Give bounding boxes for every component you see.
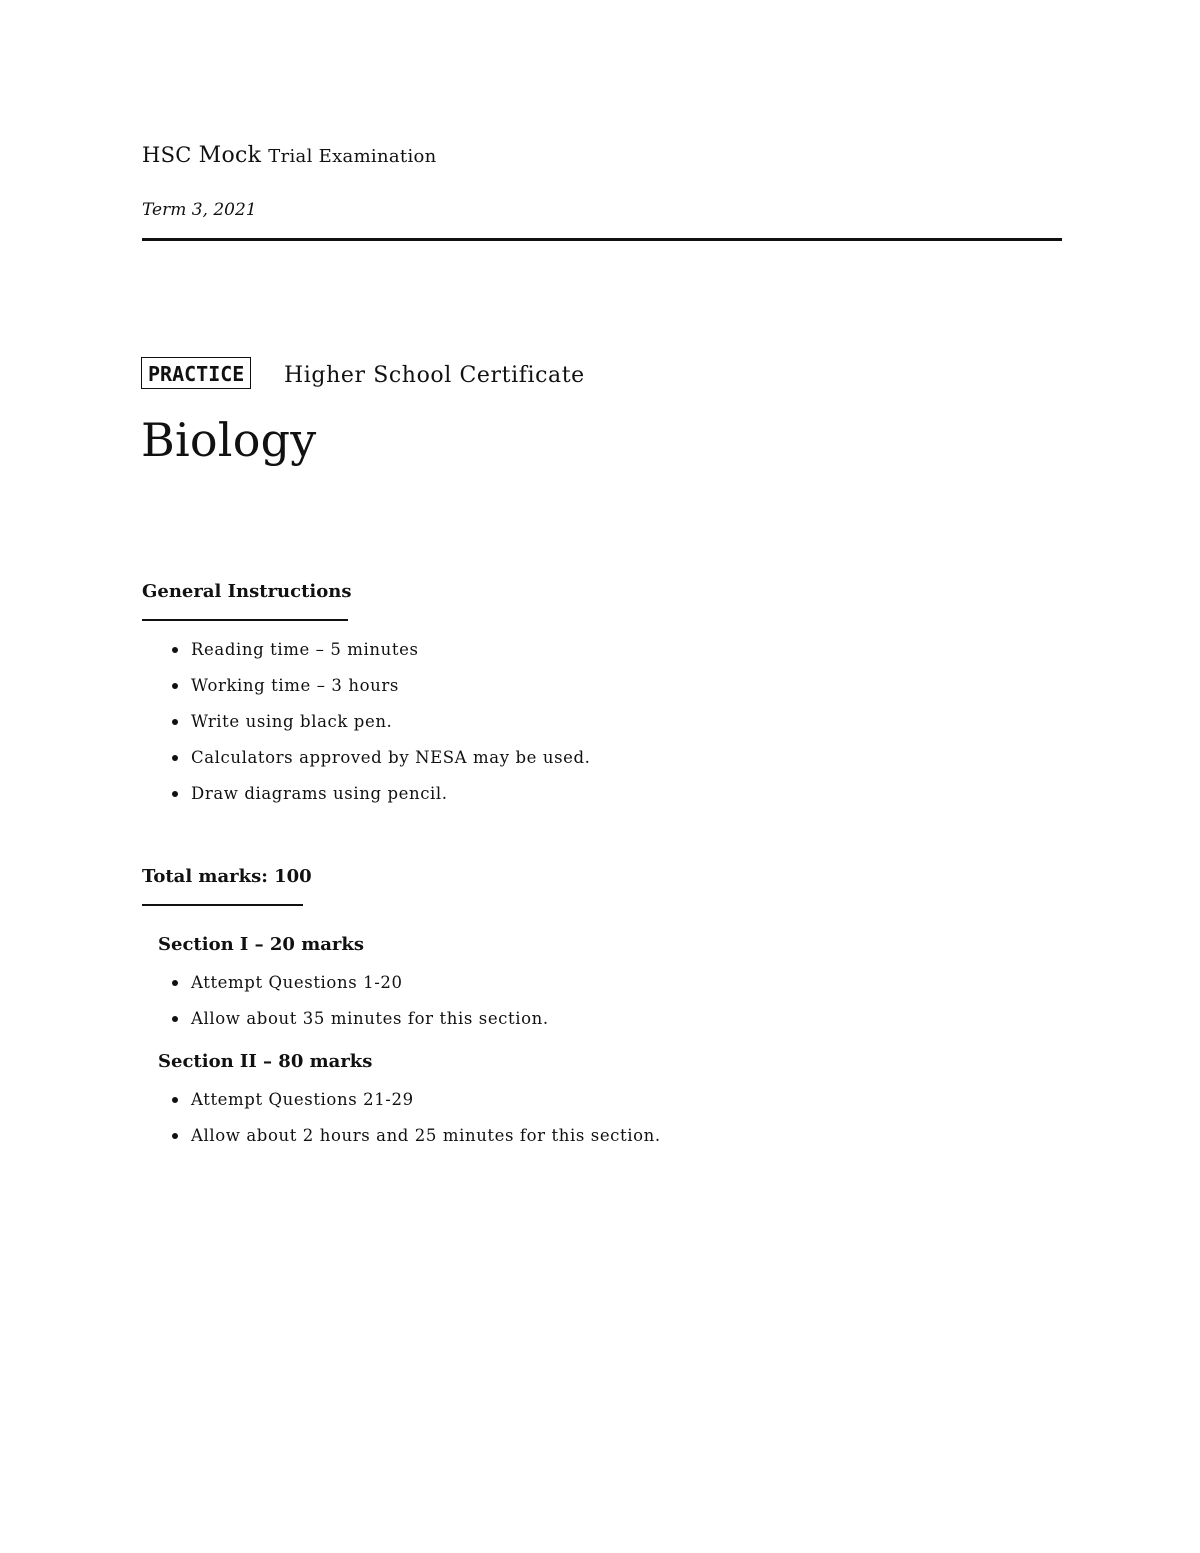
list-item-text: Write using black pen. [191, 712, 393, 731]
header-hsc: HSC [142, 143, 192, 167]
general-instructions-list [170, 639, 591, 819]
bullet-icon [172, 683, 178, 689]
list-item [170, 675, 591, 711]
practice-badge: PRACTICE [141, 357, 251, 389]
list-item [170, 639, 591, 675]
section-2-list [170, 1089, 661, 1161]
total-marks-underline [142, 904, 303, 906]
header-mock: Mock [198, 143, 262, 168]
bullet-icon [172, 1097, 178, 1103]
list-item [170, 711, 591, 747]
list-item [170, 1125, 661, 1161]
bullet-icon [172, 791, 178, 797]
total-marks-heading: Total marks: 100 [142, 866, 312, 887]
bullet-icon [172, 647, 178, 653]
header-divider [142, 238, 1062, 241]
section-1-heading: Section I – 20 marks [158, 934, 364, 955]
list-item [170, 1089, 661, 1125]
list-item-text: Attempt Questions 21-29 [191, 1090, 414, 1109]
list-item [170, 1008, 549, 1044]
list-item [170, 972, 549, 1008]
list-item-text: Attempt Questions 1-20 [191, 973, 403, 992]
general-instructions-underline [142, 619, 348, 621]
list-item-text: Allow about 2 hours and 25 minutes for this section. [191, 1126, 661, 1145]
list-item [170, 747, 591, 783]
header-trial-examination: Trial Examination [268, 146, 437, 167]
list-item-text: Calculators approved by NESA may be used. [191, 748, 591, 767]
bullet-icon [172, 980, 178, 986]
list-item-text: Reading time – 5 minutes [191, 640, 419, 659]
list-item [170, 783, 591, 819]
exam-term: Term 3, 2021 [142, 200, 257, 220]
section-1-list [170, 972, 549, 1044]
bullet-icon [172, 1133, 178, 1139]
bullet-icon [172, 1016, 178, 1022]
list-item-text: Draw diagrams using pencil. [191, 784, 448, 803]
list-item-text: Working time – 3 hours [191, 676, 399, 695]
bullet-icon [172, 719, 178, 725]
general-instructions-heading: General Instructions [142, 581, 352, 602]
bullet-icon [172, 755, 178, 761]
subject-title: Biology [141, 413, 317, 467]
list-item-text: Allow about 35 minutes for this section. [191, 1009, 549, 1028]
exam-header-title [142, 143, 437, 168]
certificate-title: Higher School Certificate [284, 363, 585, 388]
section-2-heading: Section II – 80 marks [158, 1051, 373, 1072]
